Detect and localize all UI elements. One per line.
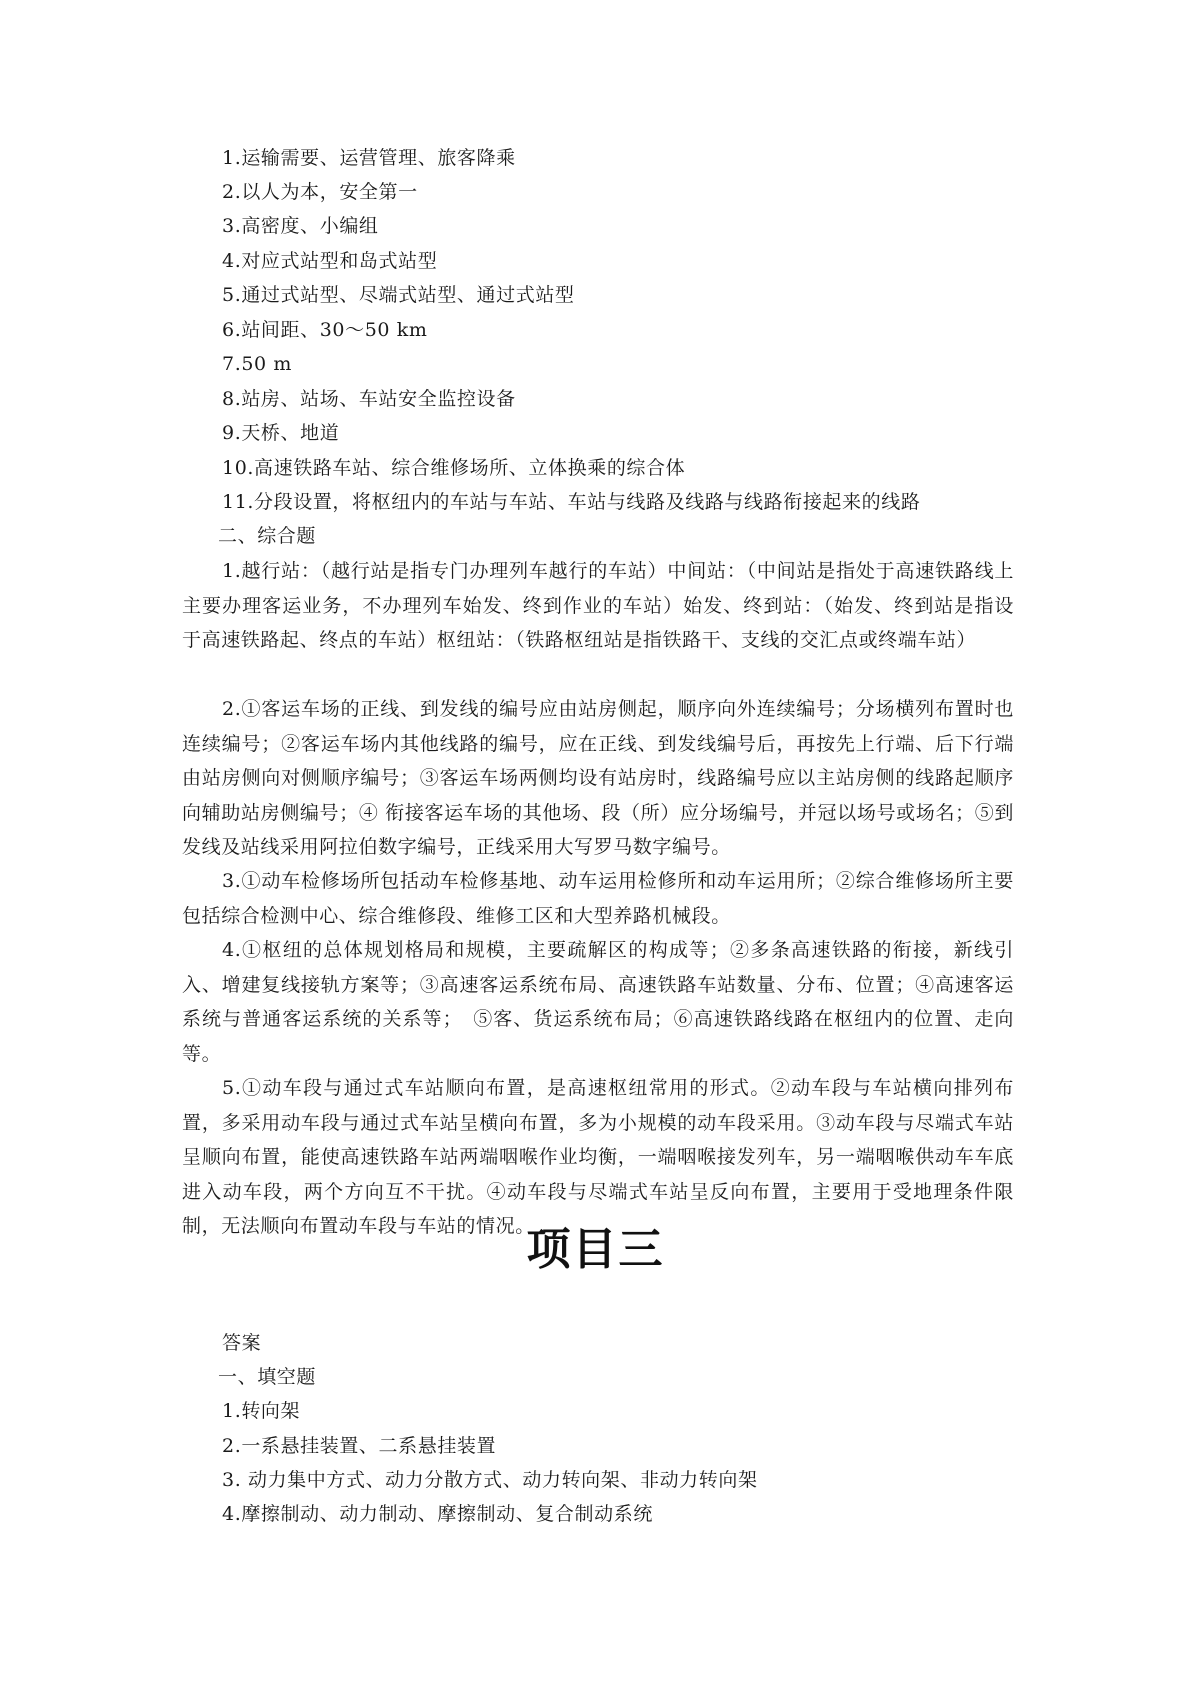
section-title-fill-in: 一、填空题 <box>218 1366 317 1388</box>
answer-line-1: 1.运输需要、运营管理、旅客降乘 <box>222 147 516 169</box>
answer-line-2: 2.以人为本，安全第一 <box>222 181 418 203</box>
comprehensive-answer-3: 3.①动车检修场所包括动车检修基地、动车运用检修所和动车运用所；②综合维修场所主要包括综合检测中心、综合维修段、维修工区和大型养路机械段。 <box>182 870 1014 927</box>
answer-line-11: 11.分段设置，将枢纽内的车站与车站、车站与线路及线路与线路衔接起来的线路 <box>222 491 921 513</box>
answer-line-8: 8.站房、站场、车站安全监控设备 <box>222 388 516 410</box>
comprehensive-answer-1: 1.越行站：（越行站是指专门办理列车越行的车站）中间站：（中间站是指处于高速铁路线上主要办理客运业务，不办理列车始发、终到作业的车站）始发、终到站：（始发、终到站是指设于高速铁路起、终点的车站）枢纽站：（铁路枢纽站是指铁路干、支线的交汇点或终端车站） <box>182 560 1014 651</box>
project3-answer-2: 2.一系悬挂装置、二系悬挂装置 <box>222 1435 497 1457</box>
comprehensive-answer-4: 4.①枢纽的总体规划格局和规模，主要疏解区的构成等；②多条高速铁路的衔接，新线引入、增建复线接轨方案等；③高速客运系统布局、高速铁路车站数量、分布、位置；④高速客运系统与普通客运系统的关系等； ⑤客、货运系统布局；⑥高速铁路线路在枢纽内的位置、走向等。 <box>182 939 1014 1065</box>
answer-line-9: 9.天桥、地道 <box>222 422 340 444</box>
answer-line-10: 10.高速铁路车站、综合维修场所、立体换乘的综合体 <box>222 457 686 479</box>
answer-line-3: 3.高密度、小编组 <box>222 215 379 237</box>
project3-answer-4: 4.摩擦制动、动力制动、摩擦制动、复合制动系统 <box>222 1503 653 1525</box>
section-title-comprehensive: 二、综合题 <box>218 525 317 547</box>
comprehensive-answer-5: 5.①动车段与通过式车站顺向布置，是高速枢纽常用的形式。②动车段与车站横向排列布置，多采用动车段与通过式车站呈横向布置，多为小规模的动车段采用。③动车段与尽端式车站呈顺向布置，能使高速铁路车站两端咽喉作业均衡，一端咽喉接发列车，另一端咽喉供动车车底进入动车段，两个方向互不干扰。④动车段与尽端式车站呈反向布置，主要用于受地理条件限制，无法顺向布置动车段与车站的情况。 <box>182 1077 1014 1237</box>
answers-label: 答案 <box>222 1332 262 1354</box>
project-heading: 项目三 <box>526 1224 665 1275</box>
answer-line-5: 5.通过式站型、尽端式站型、通过式站型 <box>222 284 575 306</box>
project3-answer-1: 1.转向架 <box>222 1400 301 1422</box>
comprehensive-answer-2: 2.①客运车场的正线、到发线的编号应由站房侧起，顺序向外连续编号；分场横列布置时也连续编号；②客运车场内其他线路的编号，应在正线、到发线编号后，再按先上行端、后下行端由站房侧向对侧顺序编号；③客运车场两侧均设有站房时，线路编号应以主站房侧的线路起顺序向辅助站房侧编号；④ 衔接客运车场的其他场、段（所）应分场编号，并冠以场号或场名；⑤到发线及站线采用阿拉伯数字编号，正线采用大写罗马数字编号。 <box>182 698 1014 858</box>
project3-answer-3: 3. 动力集中方式、动力分散方式、动力转向架、非动力转向架 <box>222 1469 758 1491</box>
answer-line-7: 7.50 m <box>222 353 292 375</box>
answer-line-6: 6.站间距、30～50 km <box>222 319 428 341</box>
answer-line-4: 4.对应式站型和岛式站型 <box>222 250 438 272</box>
